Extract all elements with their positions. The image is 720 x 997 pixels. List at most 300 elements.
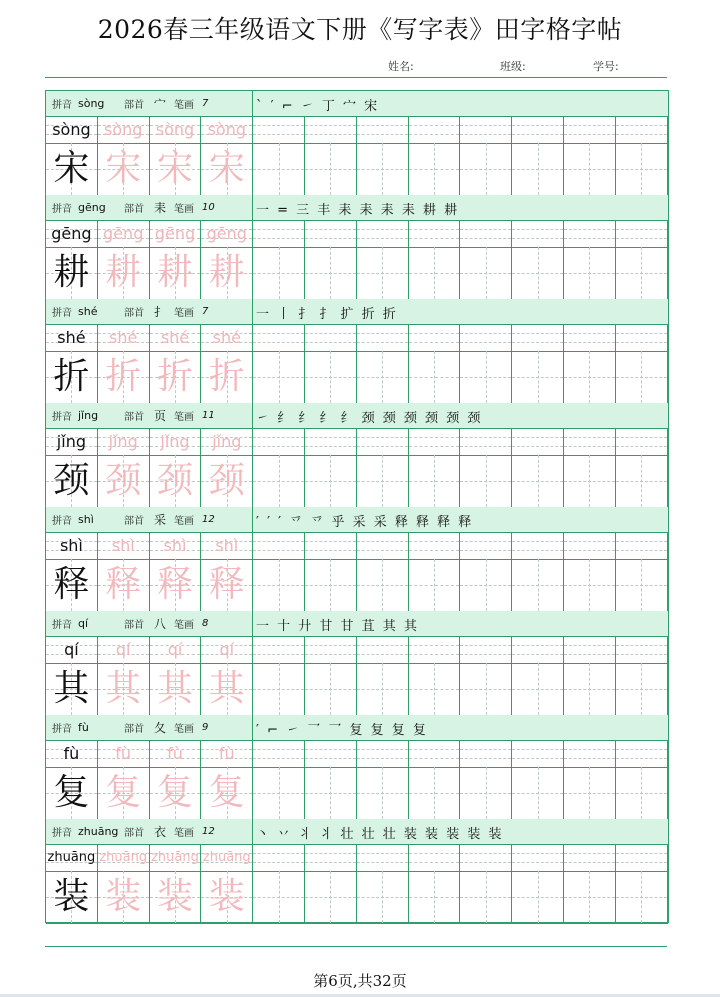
character-model: 装: [53, 876, 90, 917]
pinyin-cell[interactable]: [253, 428, 305, 455]
tianzige-cell[interactable]: [512, 455, 564, 507]
tianzige-cell[interactable]: [253, 455, 305, 507]
tianzige-cell[interactable]: [460, 351, 512, 403]
pinyin-cell[interactable]: [616, 636, 668, 663]
pinyin-trace: fù: [218, 744, 235, 763]
character-trace: 折: [105, 356, 142, 397]
pinyin-row: [46, 324, 668, 352]
pinyin-label: 拼音: [52, 724, 72, 735]
pinyin-cell[interactable]: [357, 740, 409, 767]
pinyin-cell[interactable]: [98, 844, 150, 871]
character-trace: 释: [156, 564, 193, 605]
pinyin-cell[interactable]: [512, 220, 564, 247]
radical-label: 部首: [124, 308, 144, 319]
radical-value: 宀: [154, 97, 167, 111]
pinyin-row: [46, 220, 668, 248]
pinyin-row: [46, 428, 668, 456]
character-model: 颈: [53, 460, 90, 501]
pinyin-cell[interactable]: [512, 740, 564, 767]
tianzige-cell[interactable]: [616, 767, 668, 819]
bottom-divider: [45, 946, 667, 947]
tianzige-cell[interactable]: [150, 351, 202, 403]
pinyin-cell[interactable]: [98, 116, 150, 143]
tianzige-cell[interactable]: [253, 143, 305, 195]
character-trace: 耕: [105, 252, 142, 293]
character-row: [46, 871, 668, 924]
pinyin-label: 拼音: [52, 100, 72, 111]
top-divider: [45, 77, 667, 78]
tianzige-cell[interactable]: [150, 559, 202, 611]
pinyin-cell[interactable]: [460, 740, 512, 767]
pinyin-cell[interactable]: [616, 532, 668, 559]
tianzige-cell[interactable]: [564, 247, 616, 299]
pinyin-cell[interactable]: [564, 220, 616, 247]
pinyin-cell[interactable]: [357, 220, 409, 247]
tianzige-cell[interactable]: [564, 871, 616, 923]
tianzige-cell[interactable]: [512, 663, 564, 715]
tianzige-cell[interactable]: [46, 247, 98, 299]
tianzige-cell[interactable]: [564, 767, 616, 819]
tianzige-cell[interactable]: [98, 455, 150, 507]
tianzige-cell[interactable]: [357, 663, 409, 715]
pinyin-cell[interactable]: [616, 740, 668, 767]
tianzige-cell[interactable]: [616, 247, 668, 299]
tianzige-cell[interactable]: [357, 871, 409, 923]
tianzige-cell[interactable]: [460, 767, 512, 819]
tianzige-cell[interactable]: [98, 247, 150, 299]
tianzige-cell[interactable]: [253, 351, 305, 403]
tianzige-cell[interactable]: [616, 351, 668, 403]
pinyin-cell[interactable]: [201, 532, 253, 559]
tianzige-cell[interactable]: [616, 871, 668, 923]
character-model: 宋: [53, 148, 90, 189]
pinyin-cell[interactable]: [564, 116, 616, 143]
class-label: 班级:: [500, 60, 526, 73]
tianzige-cell[interactable]: [253, 247, 305, 299]
pinyin-cell[interactable]: [460, 324, 512, 351]
tianzige-cell[interactable]: [201, 351, 253, 403]
character-trace: 宋: [156, 148, 193, 189]
pinyin-cell[interactable]: [409, 116, 461, 143]
pinyin-cell[interactable]: [150, 740, 202, 767]
stroke-count-value: 9: [202, 722, 209, 733]
pinyin-cell[interactable]: [564, 740, 616, 767]
pinyin-cell[interactable]: [201, 428, 253, 455]
tianzige-cell[interactable]: [46, 143, 98, 195]
pinyin-cell[interactable]: [46, 116, 98, 143]
tianzige-cell[interactable]: [98, 559, 150, 611]
tianzige-cell[interactable]: [512, 247, 564, 299]
pinyin-label: 拼音: [52, 412, 72, 423]
char-info: [46, 91, 253, 116]
character-trace: 颈: [156, 460, 193, 501]
char-header: [46, 819, 668, 845]
character-trace: 装: [208, 876, 245, 917]
tianzige-cell[interactable]: [460, 559, 512, 611]
pinyin-trace: shé: [212, 328, 241, 347]
char-block: [46, 403, 668, 507]
tianzige-cell[interactable]: [46, 767, 98, 819]
pinyin-cell[interactable]: [98, 532, 150, 559]
pinyin-cell[interactable]: [305, 532, 357, 559]
character-row: [46, 455, 668, 508]
tianzige-cell[interactable]: [357, 143, 409, 195]
pinyin-cell[interactable]: [201, 844, 253, 871]
pinyin-cell[interactable]: [616, 116, 668, 143]
character-trace: 其: [105, 668, 142, 709]
tianzige-cell[interactable]: [357, 559, 409, 611]
tianzige-cell[interactable]: [512, 351, 564, 403]
character-model: 其: [53, 668, 90, 709]
tianzige-cell[interactable]: [46, 663, 98, 715]
pinyin-label: 拼音: [52, 828, 72, 839]
tianzige-cell[interactable]: [616, 559, 668, 611]
tianzige-cell[interactable]: [409, 247, 461, 299]
stroke-order: ′ ′ ′ 乊 乊 乎 采 采 释 释 释 释: [256, 514, 474, 530]
pinyin-cell[interactable]: [512, 324, 564, 351]
stroke-count-value: 12: [202, 826, 215, 837]
radical-value: 采: [154, 513, 167, 527]
character-trace: 装: [105, 876, 142, 917]
character-trace: 复: [208, 772, 245, 813]
pinyin-cell[interactable]: [201, 324, 253, 351]
pinyin-cell[interactable]: [150, 532, 202, 559]
pinyin-value: jǐng: [78, 409, 99, 422]
tianzige-cell[interactable]: [305, 559, 357, 611]
pinyin-cell[interactable]: [98, 740, 150, 767]
tianzige-cell[interactable]: [305, 663, 357, 715]
tianzige-cell[interactable]: [460, 663, 512, 715]
tianzige-cell[interactable]: [409, 143, 461, 195]
pinyin-cell[interactable]: [564, 324, 616, 351]
tianzige-cell[interactable]: [616, 455, 668, 507]
pinyin-cell[interactable]: [460, 636, 512, 663]
tianzige-cell[interactable]: [564, 455, 616, 507]
tianzige-cell[interactable]: [409, 559, 461, 611]
character-row: [46, 559, 668, 612]
character-trace: 颈: [208, 460, 245, 501]
tianzige-cell[interactable]: [98, 663, 150, 715]
character-row: [46, 351, 668, 404]
tianzige-cell[interactable]: [98, 351, 150, 403]
pinyin-cell[interactable]: [564, 844, 616, 871]
pinyin-trace: sòng: [155, 120, 195, 139]
tianzige-cell[interactable]: [616, 663, 668, 715]
tianzige-cell[interactable]: [150, 143, 202, 195]
stroke-count-value: 10: [202, 202, 215, 213]
char-header: [46, 611, 668, 637]
pinyin-cell[interactable]: [201, 636, 253, 663]
pinyin-cell[interactable]: [564, 532, 616, 559]
pinyin-cell[interactable]: [512, 532, 564, 559]
pinyin-cell[interactable]: [512, 636, 564, 663]
tianzige-cell[interactable]: [46, 871, 98, 923]
tianzige-cell[interactable]: [46, 559, 98, 611]
tianzige-cell[interactable]: [201, 559, 253, 611]
character-trace: 折: [208, 356, 245, 397]
pinyin-trace: fù: [167, 744, 183, 763]
pinyin-cell[interactable]: [564, 636, 616, 663]
pinyin-cell[interactable]: [98, 220, 150, 247]
pinyin-cell[interactable]: [253, 636, 305, 663]
pinyin-value: zhuāng: [78, 825, 119, 838]
pinyin-cell[interactable]: [201, 740, 253, 767]
tianzige-cell[interactable]: [305, 767, 357, 819]
radical-value: 耒: [154, 201, 167, 215]
pinyin-cell[interactable]: [150, 220, 202, 247]
tianzige-cell[interactable]: [201, 767, 253, 819]
stroke-count-value: 7: [202, 98, 209, 109]
pinyin-cell[interactable]: [201, 116, 253, 143]
pinyin-cell[interactable]: [46, 740, 98, 767]
tianzige-cell[interactable]: [150, 663, 202, 715]
stroke-count-value: 8: [202, 618, 209, 629]
pinyin-cell[interactable]: [46, 636, 98, 663]
tianzige-cell[interactable]: [460, 143, 512, 195]
tianzige-cell[interactable]: [201, 455, 253, 507]
pinyin-model: sòng: [52, 120, 91, 139]
pinyin-trace: jǐng: [212, 432, 242, 451]
radical-label: 部首: [124, 204, 144, 215]
stroke-count-label: 笔画: [174, 412, 194, 423]
pinyin-cell[interactable]: [46, 844, 98, 871]
tianzige-cell[interactable]: [409, 455, 461, 507]
tianzige-cell[interactable]: [357, 767, 409, 819]
stroke-order: ` ′ ⌐ ㇀ 丁 宀 宋: [256, 98, 380, 114]
pinyin-cell[interactable]: [564, 428, 616, 455]
stroke-count-label: 笔画: [174, 620, 194, 631]
tianzige-cell[interactable]: [201, 663, 253, 715]
radical-label: 部首: [124, 828, 144, 839]
pinyin-cell[interactable]: [150, 428, 202, 455]
pinyin-trace: shì: [215, 536, 239, 555]
pinyin-cell[interactable]: [460, 844, 512, 871]
pinyin-cell[interactable]: [253, 844, 305, 871]
tianzige-cell[interactable]: [305, 143, 357, 195]
tianzige-cell[interactable]: [512, 143, 564, 195]
pinyin-cell[interactable]: [460, 532, 512, 559]
tianzige-cell[interactable]: [512, 871, 564, 923]
tianzige-cell[interactable]: [201, 143, 253, 195]
pinyin-cell[interactable]: [46, 532, 98, 559]
pinyin-trace: gēng: [206, 224, 247, 243]
tianzige-cell[interactable]: [357, 351, 409, 403]
pinyin-model: shì: [59, 536, 83, 555]
pinyin-cell[interactable]: [512, 428, 564, 455]
tianzige-cell[interactable]: [616, 143, 668, 195]
pinyin-trace: zhuāng: [99, 850, 148, 865]
pinyin-cell[interactable]: [409, 740, 461, 767]
tianzige-cell[interactable]: [201, 247, 253, 299]
pinyin-cell[interactable]: [305, 428, 357, 455]
pinyin-cell[interactable]: [253, 532, 305, 559]
pinyin-cell[interactable]: [305, 636, 357, 663]
tianzige-cell[interactable]: [564, 351, 616, 403]
pinyin-cell[interactable]: [409, 428, 461, 455]
radical-value: 衣: [154, 825, 167, 839]
tianzige-cell[interactable]: [305, 247, 357, 299]
tianzige-cell[interactable]: [409, 663, 461, 715]
pinyin-cell[interactable]: [253, 220, 305, 247]
pinyin-trace: shé: [109, 328, 138, 347]
char-info: [46, 819, 253, 844]
pinyin-cell[interactable]: [305, 740, 357, 767]
pinyin-cell[interactable]: [305, 324, 357, 351]
pinyin-cell[interactable]: [409, 636, 461, 663]
tianzige-cell[interactable]: [564, 143, 616, 195]
tianzige-cell[interactable]: [150, 455, 202, 507]
character-model: 耕: [53, 252, 90, 293]
pinyin-cell[interactable]: [98, 428, 150, 455]
pinyin-cell[interactable]: [98, 636, 150, 663]
radical-value: 夂: [154, 721, 167, 735]
stroke-count-value: 11: [202, 410, 215, 421]
pinyin-cell[interactable]: [98, 324, 150, 351]
tianzige-cell[interactable]: [357, 455, 409, 507]
pinyin-cell[interactable]: [253, 116, 305, 143]
pinyin-row: [46, 740, 668, 768]
stroke-count-label: 笔画: [174, 204, 194, 215]
stroke-count-label: 笔画: [174, 308, 194, 319]
pinyin-model: shé: [57, 328, 86, 347]
student-id-label: 学号:: [593, 60, 619, 73]
pinyin-cell[interactable]: [460, 220, 512, 247]
tianzige-cell[interactable]: [512, 767, 564, 819]
tianzige-cell[interactable]: [253, 663, 305, 715]
pinyin-cell[interactable]: [409, 532, 461, 559]
pinyin-cell[interactable]: [150, 636, 202, 663]
char-info: [46, 507, 253, 532]
pinyin-cell[interactable]: [512, 844, 564, 871]
char-info: [46, 611, 253, 636]
pinyin-cell[interactable]: [305, 116, 357, 143]
pinyin-cell[interactable]: [512, 116, 564, 143]
tianzige-cell[interactable]: [305, 455, 357, 507]
pinyin-cell[interactable]: [46, 220, 98, 247]
pinyin-cell[interactable]: [357, 428, 409, 455]
tianzige-cell[interactable]: [512, 559, 564, 611]
tianzige-cell[interactable]: [46, 455, 98, 507]
pinyin-cell[interactable]: [616, 844, 668, 871]
pinyin-cell[interactable]: [305, 220, 357, 247]
pinyin-cell[interactable]: [409, 844, 461, 871]
tianzige-cell[interactable]: [409, 767, 461, 819]
tianzige-cell[interactable]: [460, 455, 512, 507]
character-trace: 颈: [105, 460, 142, 501]
pinyin-cell[interactable]: [357, 844, 409, 871]
pinyin-cell[interactable]: [253, 740, 305, 767]
pinyin-cell[interactable]: [357, 116, 409, 143]
pinyin-cell[interactable]: [150, 844, 202, 871]
pinyin-label: 拼音: [52, 308, 72, 319]
radical-label: 部首: [124, 724, 144, 735]
tianzige-cell[interactable]: [98, 767, 150, 819]
pinyin-trace: jǐng: [160, 432, 190, 451]
char-info: [46, 299, 253, 324]
char-block: [46, 715, 668, 819]
char-info: [46, 403, 253, 428]
pinyin-cell[interactable]: [253, 324, 305, 351]
pinyin-trace: zhuāng: [151, 850, 199, 865]
tianzige-cell[interactable]: [357, 247, 409, 299]
pinyin-value: sòng: [78, 97, 105, 110]
pinyin-cell[interactable]: [150, 324, 202, 351]
char-info: [46, 195, 253, 220]
tianzige-cell[interactable]: [253, 767, 305, 819]
tianzige-cell[interactable]: [98, 143, 150, 195]
character-trace: 宋: [208, 148, 245, 189]
tianzige-cell[interactable]: [46, 351, 98, 403]
pinyin-cell[interactable]: [616, 428, 668, 455]
pinyin-model: fù: [63, 744, 80, 763]
pinyin-cell[interactable]: [460, 116, 512, 143]
pinyin-cell[interactable]: [46, 324, 98, 351]
pinyin-trace: qí: [167, 640, 183, 659]
pinyin-cell[interactable]: [616, 324, 668, 351]
tianzige-cell[interactable]: [460, 247, 512, 299]
pinyin-cell[interactable]: [150, 116, 202, 143]
pinyin-cell[interactable]: [460, 428, 512, 455]
tianzige-cell[interactable]: [564, 559, 616, 611]
tianzige-cell[interactable]: [409, 351, 461, 403]
tianzige-cell[interactable]: [201, 871, 253, 923]
character-row: [46, 143, 668, 196]
pinyin-label: 拼音: [52, 620, 72, 631]
stroke-count-label: 笔画: [174, 724, 194, 735]
tianzige-cell[interactable]: [253, 871, 305, 923]
pinyin-cell[interactable]: [46, 428, 98, 455]
pinyin-cell[interactable]: [409, 220, 461, 247]
pinyin-trace: gēng: [103, 224, 144, 243]
pinyin-trace: jǐng: [108, 432, 138, 451]
pinyin-cell[interactable]: [357, 324, 409, 351]
pinyin-row: [46, 116, 668, 144]
tianzige-cell[interactable]: [305, 351, 357, 403]
character-trace: 折: [156, 356, 193, 397]
character-model: 复: [53, 772, 90, 813]
tianzige-cell[interactable]: [460, 871, 512, 923]
stroke-order: 一 = 三 丰 耒 耒 耒 耒 耕 耕: [256, 202, 460, 218]
tianzige-cell[interactable]: [150, 247, 202, 299]
pinyin-cell[interactable]: [305, 844, 357, 871]
character-model: 折: [53, 356, 90, 397]
pinyin-cell[interactable]: [357, 532, 409, 559]
pinyin-cell[interactable]: [616, 220, 668, 247]
radical-label: 部首: [124, 620, 144, 631]
page-number: 第6页,共32页: [313, 972, 407, 990]
pinyin-cell[interactable]: [201, 220, 253, 247]
radical-label: 部首: [124, 516, 144, 527]
radical-label: 部首: [124, 412, 144, 423]
pinyin-trace: zhuāng: [202, 850, 251, 865]
pinyin-cell[interactable]: [409, 324, 461, 351]
tianzige-cell[interactable]: [305, 871, 357, 923]
pinyin-trace: shì: [163, 536, 187, 555]
character-trace: 释: [208, 564, 245, 605]
tianzige-cell[interactable]: [98, 871, 150, 923]
pinyin-label: 拼音: [52, 516, 72, 527]
tianzige-cell[interactable]: [409, 871, 461, 923]
tianzige-cell[interactable]: [150, 767, 202, 819]
tianzige-cell[interactable]: [150, 871, 202, 923]
pinyin-cell[interactable]: [357, 636, 409, 663]
stroke-count-label: 笔画: [174, 828, 194, 839]
tianzige-cell[interactable]: [564, 663, 616, 715]
tianzige-cell[interactable]: [253, 559, 305, 611]
pinyin-trace: sòng: [207, 120, 246, 139]
stroke-order: 丶 丷 丬 丬 壮 壮 壮 装 装 装 装 装: [256, 826, 504, 842]
character-model: 释: [53, 564, 90, 605]
